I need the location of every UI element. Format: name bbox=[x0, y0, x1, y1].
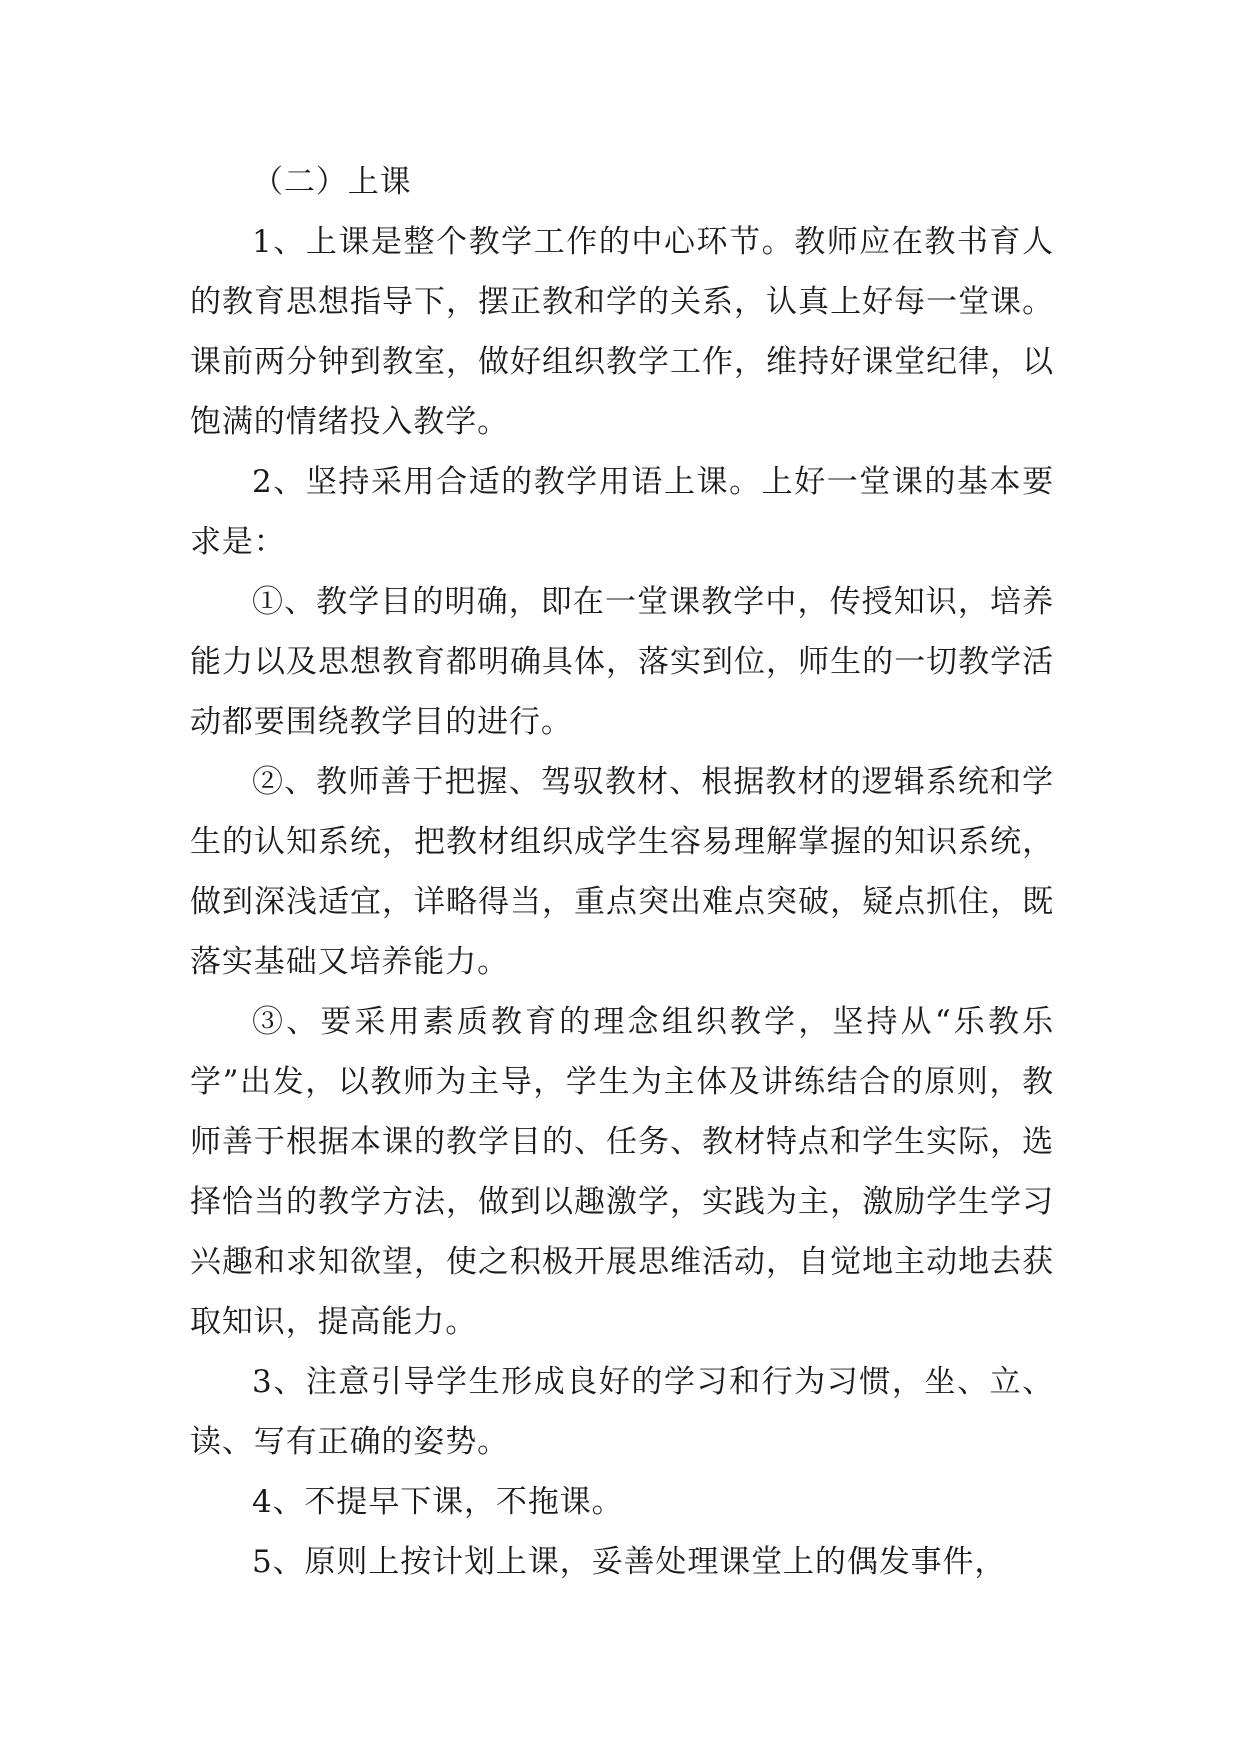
sub-item-1: ①、教学目的明确，即在一堂课教学中，传授知识，培养能力以及思想教育都明确具体，落实到位，师生的一切教学活动都要围绕教学目的进行。 bbox=[190, 584, 1054, 740]
paragraph-1: 1、上课是整个教学工作的中心环节。教师应在教书育人的教育思想指导下，摆正教和学的关系，认真上好每一堂课。课前两分钟到教室，做好组织教学工作，维持好课堂纪律，以饱满的情绪投入教学。 bbox=[190, 224, 1054, 440]
sub-item-2: ②、教师善于把握、驾驭教材、根据教材的逻辑系统和学生的认知系统，把教材组织成学生容易理解掌握的知识系统，做到深浅适宜，详略得当，重点突出难点突破，疑点抓住，既落实基础又培养能力。 bbox=[190, 764, 1054, 980]
paragraph-3: 3、注意引导学生形成良好的学习和行为习惯，坐、立、读、写有正确的姿势。 bbox=[190, 1364, 1054, 1460]
paragraph-5: 5、原则上按计划上课，妥善处理课堂上的偶发事件， bbox=[252, 1544, 1007, 1580]
document-body bbox=[190, 152, 1054, 1592]
section-heading: （二）上课 bbox=[252, 164, 412, 200]
paragraph-2: 2、坚持采用合适的教学用语上课。上好一堂课的基本要求是： bbox=[190, 464, 1054, 560]
sub-item-3: ③、要采用素质教育的理念组织教学，坚持从“乐教乐学”出发，以教师为主导，学生为主体及讲练结合的原则，教师善于根据本课的教学目的、任务、教材特点和学生实际，选择恰当的教学方法，做到以趣激学，实践为主，激励学生学习兴趣和求知欲望，使之积极开展思维活动，自觉地主动地去获取知识，提高能力。 bbox=[190, 1004, 1054, 1340]
paragraph-4: 4、不提早下课，不拖课。 bbox=[252, 1484, 624, 1520]
